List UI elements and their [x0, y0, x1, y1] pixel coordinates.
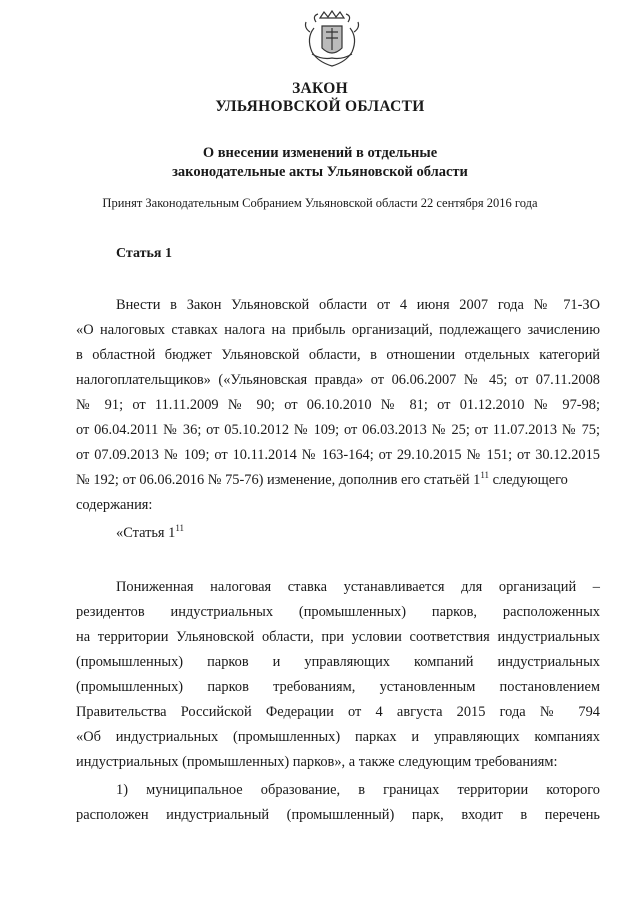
paragraph-line: Пониженная налоговая ставка устанавливается для организаций – — [116, 579, 600, 595]
article-superscript: 11 — [175, 523, 185, 533]
paragraph-line: (промышленных) парков и управляющих компаний индустриальных — [76, 654, 600, 670]
paragraph-line — [76, 471, 600, 489]
paragraph-line: в областной бюджет Ульяновской области, в отношении отдельных категорий — [76, 347, 600, 363]
paragraph-line: Правительства Российской Федерации от 4 августа 2015 года № 794 — [76, 704, 600, 720]
article-heading: Статья 1 — [116, 246, 172, 261]
paragraph-line: № 91; от 11.11.2009 № 90; от 06.10.2010 № 81; от 01.12.2010 № 97-98; — [76, 397, 600, 413]
paragraph-line: от 07.09.2013 № 109; от 10.11.2014 № 163-164; от 29.10.2015 № 151; от 30.12.2015 — [76, 447, 600, 463]
paragraph-line: «Об индустриальных (промышленных) парках и управляющих компаниях — [76, 729, 600, 745]
adoption-note: Принят Законодательным Собранием Ульяновской области 22 сентября 2016 года — [102, 196, 538, 210]
paragraph-line: содержания: — [76, 497, 153, 513]
law-subject-line-2: законодательные акты Ульяновской области — [172, 164, 468, 180]
paragraph-text: № 192; от 06.06.2016 № 75-76) изменение, дополнив его статьёй 1 — [76, 472, 481, 488]
list-item-line: 1) муниципальное образование, в границах территории которого — [116, 782, 600, 798]
new-article-heading-text: «Статья 1 — [116, 525, 176, 541]
paragraph-line: (промышленных) парков требованиям, установленным постановлением — [76, 679, 600, 695]
paragraph-line: индустриальных (промышленных) парков», а также следующим требованиям: — [76, 754, 558, 770]
paragraph-line: от 06.04.2011 № 36; от 05.10.2012 № 109; от 06.03.2013 № 25; от 11.07.2013 № 75; — [76, 422, 600, 438]
paragraph-text: следующего — [489, 472, 568, 488]
article-superscript: 11 — [480, 470, 489, 480]
paragraph-line: Внести в Закон Ульяновской области от 4 июня 2007 года № 71-ЗО — [116, 297, 600, 313]
region-title: УЛЬЯНОВСКОЙ ОБЛАСТИ — [215, 98, 425, 115]
coat-of-arms-icon — [300, 8, 364, 72]
paragraph-line: на территории Ульяновской области, при условии соответствия индустриальных — [76, 629, 600, 645]
paragraph-line: налогоплательщиков» («Ульяновская правда» от 06.06.2007 № 45; от 07.11.2008 — [76, 372, 600, 388]
paragraph-line: резидентов индустриальных (промышленных) парков, расположенных — [76, 604, 600, 620]
paragraph-line: «О налоговых ставках налога на прибыль организаций, подлежащего зачислению — [76, 322, 600, 338]
law-subject-line-1: О внесении изменений в отдельные — [202, 145, 438, 161]
law-title: ЗАКОН — [292, 80, 348, 97]
new-article-heading — [116, 524, 184, 542]
list-item-line: расположен индустриальный (промышленный) парк, входит в перечень — [76, 807, 600, 823]
